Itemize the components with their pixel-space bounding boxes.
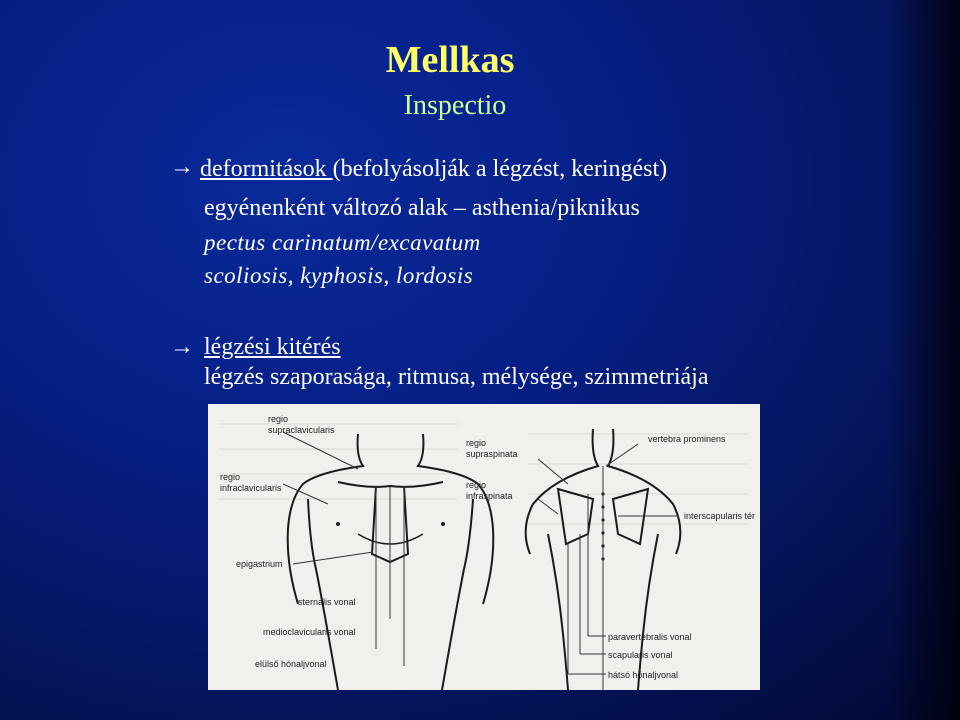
label-interscap: interscapularis tér bbox=[684, 511, 756, 521]
label-infraclav-1: regio bbox=[220, 472, 241, 482]
bullet-deformities bbox=[200, 156, 667, 183]
subbullet-body-shape: egyénenként változó alak – asthenia/piknikus bbox=[204, 195, 640, 221]
label-vertebra: vertebra prominens bbox=[648, 434, 726, 444]
slide-subtitle: Inspectio bbox=[403, 90, 507, 121]
slide-title: Mellkas bbox=[385, 39, 515, 81]
bullet-deformities-rest: (befolyásolják a légzést, keringést) bbox=[332, 156, 668, 182]
label-epigastrium: epigastrium bbox=[236, 559, 283, 569]
arrow-icon: → bbox=[170, 154, 194, 180]
label-infraclav-2: infraclavicularis bbox=[220, 483, 282, 493]
label-hatso: hátsó hónaljvonal bbox=[608, 670, 679, 680]
label-scapularis: scapularis vonal bbox=[608, 650, 673, 660]
label-medioclav: medioclavicularis vonal bbox=[263, 627, 356, 637]
label-infrasp-1: regio bbox=[466, 480, 487, 490]
label-elulso: elülső hónaljvonal bbox=[255, 659, 327, 669]
chest-regions-illustration bbox=[208, 404, 760, 690]
label-paravert: paravertebralis vonal bbox=[608, 632, 692, 642]
bullet-respiratory-excursion: légzési kitérés bbox=[204, 334, 341, 360]
label-suprasp-1: regio bbox=[466, 438, 487, 448]
subbullet-breathing: légzés szaporasága, ritmusa, mélysége, szimmetriája bbox=[204, 364, 709, 390]
label-infrasp-2: infraspinata bbox=[466, 491, 513, 501]
subbullet-spine: scoliosis, kyphosis, lordosis bbox=[204, 263, 474, 288]
label-sternalis: sternalis vonal bbox=[298, 597, 356, 607]
arrow-icon: → bbox=[170, 334, 194, 360]
label-supraclav-2: supraclavicularis bbox=[268, 425, 335, 435]
chest-regions-figure bbox=[208, 404, 760, 690]
bullet-deformities-underlined: deformitások bbox=[200, 156, 333, 182]
subbullet-pectus: pectus carinatum/excavatum bbox=[204, 230, 481, 255]
label-supraclav-1: regio bbox=[268, 414, 289, 424]
label-suprasp-2: supraspinata bbox=[466, 449, 518, 459]
